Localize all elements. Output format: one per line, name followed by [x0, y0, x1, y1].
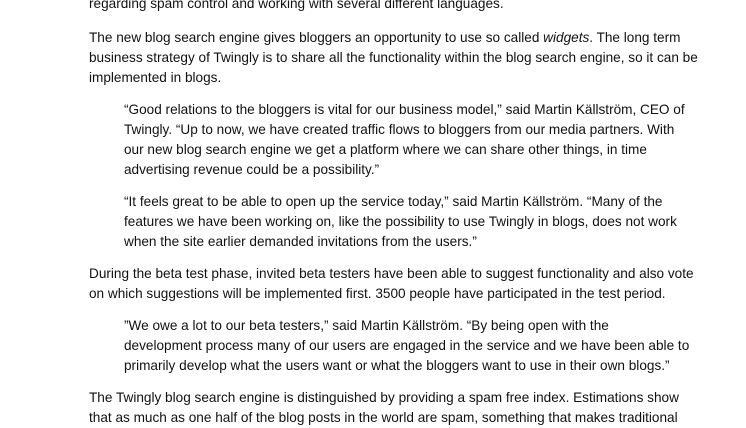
quote-1-line-1: “Good relations to the bloggers is vital for our business model,” said Martin Källström, CEO of	[124, 102, 685, 117]
emphasis-widgets: widgets	[543, 30, 590, 45]
paragraph-4-line-1: The Twingly blog search engine is distinguished by providing a spam free index. Estimations show	[89, 390, 679, 405]
paragraph-2-line-2: business strategy of Twingly is to share all the functionality within the blog search engine, so it can be	[89, 50, 698, 65]
paragraph-1-line-1: regarding spam control and working with several different languages.	[89, 0, 504, 11]
quote-1-line-2: Twingly. “Up to now, we have created traffic flows to bloggers from our media partners. With	[124, 122, 675, 137]
quote-1-line-4: advertising revenue could be a possibility.”	[124, 162, 380, 177]
paragraph-3-line-1: During the beta test phase, invited beta testers have been able to suggest functionality and also vote	[89, 266, 694, 281]
quote-2-line-2: features we have been working on, like the possibility to use Twingly in blogs, does not work	[124, 214, 677, 229]
quote-3-line-1: ”We owe a lot to our beta testers,” said Martin Källström. “By being open with the	[124, 318, 609, 333]
paragraph-3-line-2: on which suggestions will be implemented first. 3500 people have participated in the test period.	[89, 286, 666, 301]
paragraph-2-line-1-text: The new blog search engine gives bloggers an opportunity to use so called widgets. The long term	[89, 30, 681, 45]
quote-3-line-3: primarily develop what the users want or what the bloggers want to use in their own blogs.”	[124, 358, 670, 373]
quote-2-line-1: “It feels great to be able to open up the service today,” said Martin Källström. “Many of the	[124, 194, 663, 209]
paragraph-2-line-1	[89, 28, 680, 48]
quote-2-line-3: when the site earlier demanded invitations from the users.”	[124, 234, 477, 249]
quote-1-line-3: our new blog search engine we get a platform where we can share other things, in time	[124, 142, 647, 157]
quote-3-line-2: development process many of our users are engaged in the service and we have been able to	[124, 338, 690, 353]
paragraph-2-line-3: implemented in blogs.	[89, 70, 222, 85]
paragraph-4-line-2: that as much as one half of the blog posts in the world are spam, something that makes traditional	[89, 410, 678, 425]
